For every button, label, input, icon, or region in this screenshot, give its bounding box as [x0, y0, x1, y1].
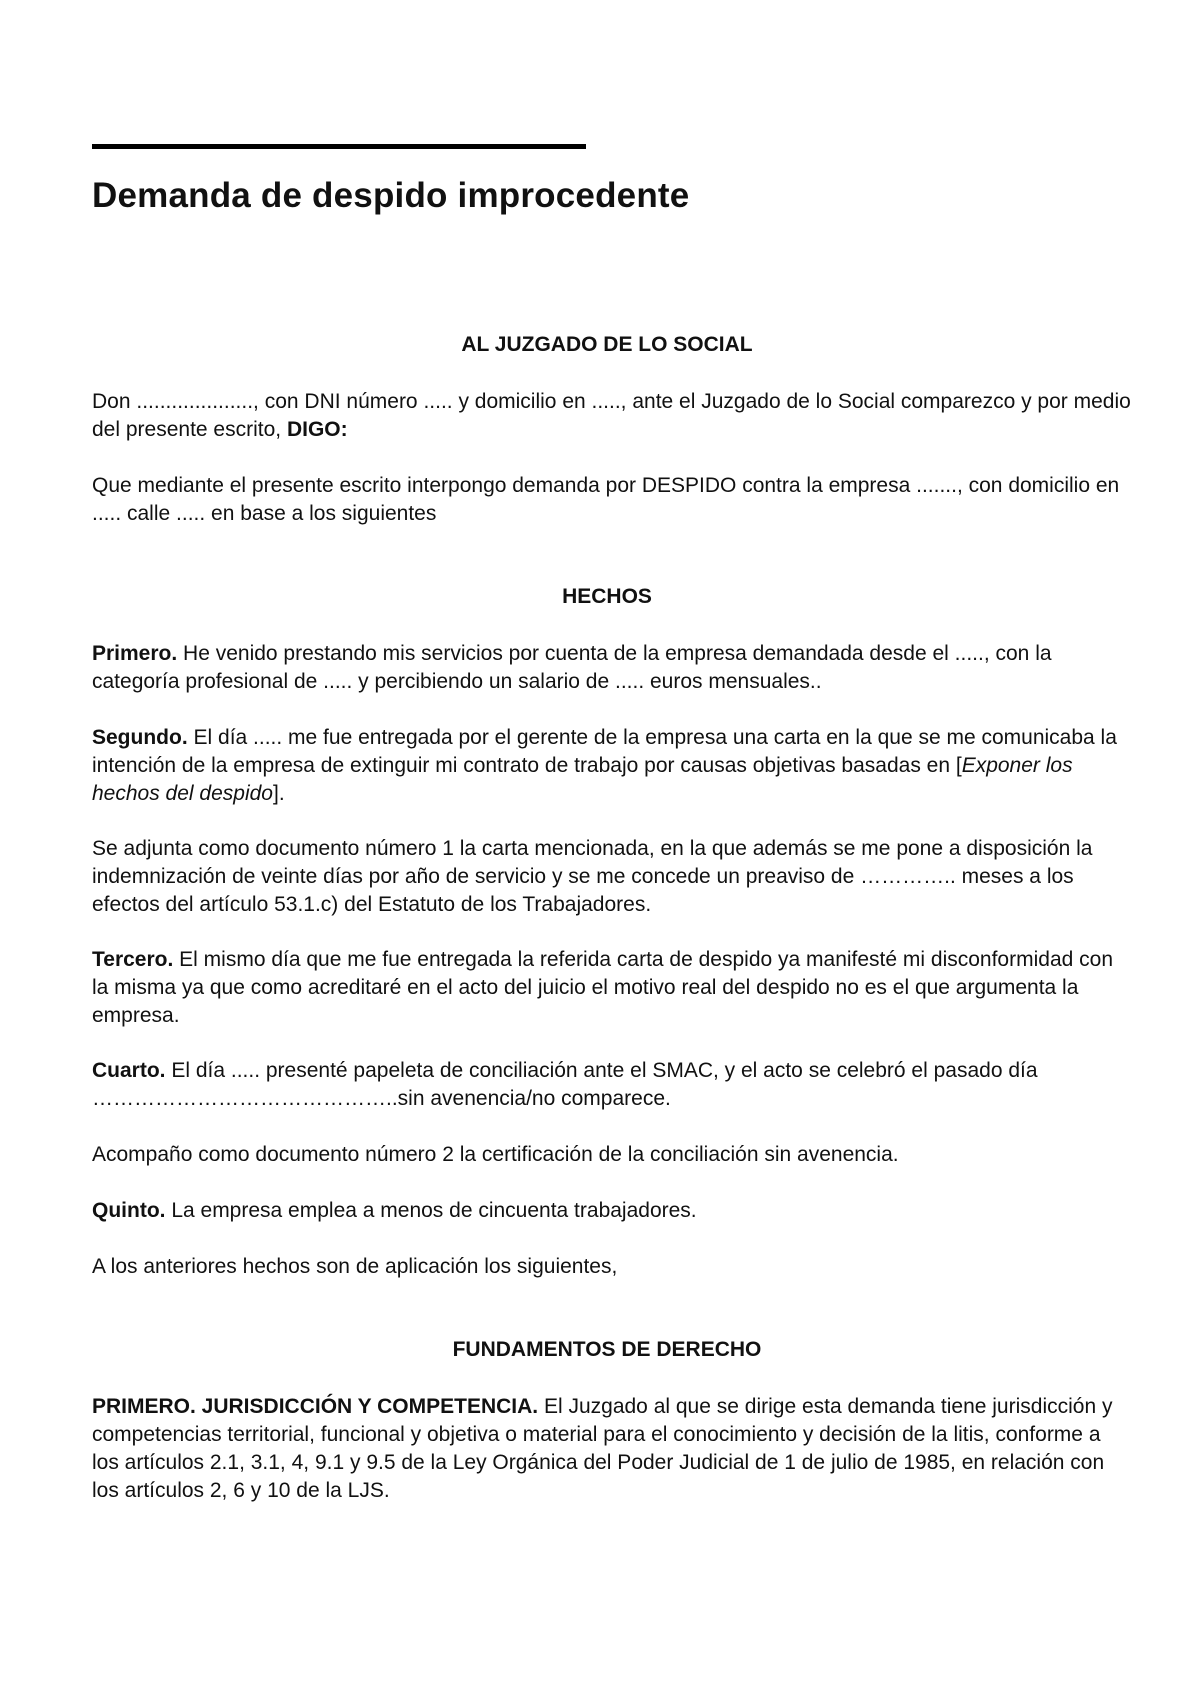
fact-primero-label: Primero. — [92, 642, 178, 665]
fact-cuarto-label: Cuarto. — [92, 1059, 166, 1082]
law-heading: FUNDAMENTOS DE DERECHO — [452, 1338, 762, 1361]
fact-cuarto-text: El día ..... presenté papeleta de conciliación ante el SMAC, y el acto se celebró el pasado día ……………………………………..sin avenencia/no comparece. — [92, 1059, 1038, 1110]
law-primero-text: El Juzgado al que se dirige esta demanda tiene jurisdicción y competencias territorial, funcional y objetiva o material para el conocimiento y decisión de la litis, conforme a los artículos 2.1, 3.1, 4, 9.1 y 9.5 de la Ley Orgánica del Poder Judicial de 1 de julio de 1985, en relación con los artículos 2, 6 y 10 de la LJS. — [92, 1395, 1113, 1502]
fact-segundo-text: El día ..... me fue entregada por el gerente de la empresa una carta en la que se me comunicaba la intención de la empresa de extinguir mi contrato de trabajo por causas objetivas basadas en [ — [92, 726, 1117, 777]
fact-quinto — [92, 1197, 1132, 1225]
fact-quinto-label: Quinto. — [92, 1199, 166, 1222]
fact-tercero-label: Tercero. — [92, 948, 174, 971]
title-rule — [92, 144, 586, 149]
fact-quinto-text: La empresa emplea a menos de cincuenta trabajadores. — [165, 1199, 697, 1222]
intro-text: Don ...................., con DNI número ..... y domicilio en ....., ante el Juzgado de lo Social comparezco y por medio del presente escrito, — [92, 390, 1131, 441]
fact-segundo — [92, 724, 1132, 808]
intro-keyword: DIGO: — [286, 418, 348, 441]
intro-paragraph — [92, 388, 1132, 444]
fact-segundo-italic: Exponer los hechos del despido — [92, 754, 1073, 805]
claim-paragraph: Que mediante el presente escrito interpongo demanda por DESPIDO contra la empresa ......., con domicilio en ..... calle ..... en base a los siguientes — [92, 474, 1120, 525]
law-primero-label: PRIMERO. JURISDICCIÓN Y COMPETENCIA. — [92, 1395, 539, 1418]
fact-tercero — [92, 946, 1132, 1030]
law-primero — [92, 1393, 1132, 1505]
facts-closing: A los anteriores hechos son de aplicación los siguientes, — [92, 1255, 618, 1278]
fact-primero-text: He venido prestando mis servicios por cuenta de la empresa demandada desde el ....., con la categoría profesional de ..... y percibiendo un salario de ..... euros mensuales.. — [92, 642, 1052, 693]
fact-segundo-label: Segundo. — [92, 726, 188, 749]
fact-segundo-end: ]. — [272, 782, 285, 805]
document-title: Demanda de despido improcedente — [92, 176, 690, 215]
fact-primero — [92, 640, 1132, 696]
facts-heading: HECHOS — [562, 585, 652, 608]
fact-cuarto — [92, 1057, 1132, 1113]
fact-cuarto-adjunto: Acompaño como documento número 2 la certificación de la conciliación sin avenencia. — [92, 1143, 899, 1166]
court-heading: AL JUZGADO DE LO SOCIAL — [461, 333, 753, 356]
fact-segundo-adjunto: Se adjunta como documento número 1 la carta mencionada, en la que además se me pone a disposición la indemnización de veinte días por año de servicio y se me concede un preaviso de ………….. meses a los efectos del artículo 53.1.c) del Estatuto de los Trabajadores. — [92, 837, 1093, 916]
fact-tercero-text: El mismo día que me fue entregada la referida carta de despido ya manifesté mi disconformidad con la misma ya que como acreditaré en el acto del juicio el motivo real del despido no es el que argumenta la empresa. — [92, 948, 1113, 1027]
